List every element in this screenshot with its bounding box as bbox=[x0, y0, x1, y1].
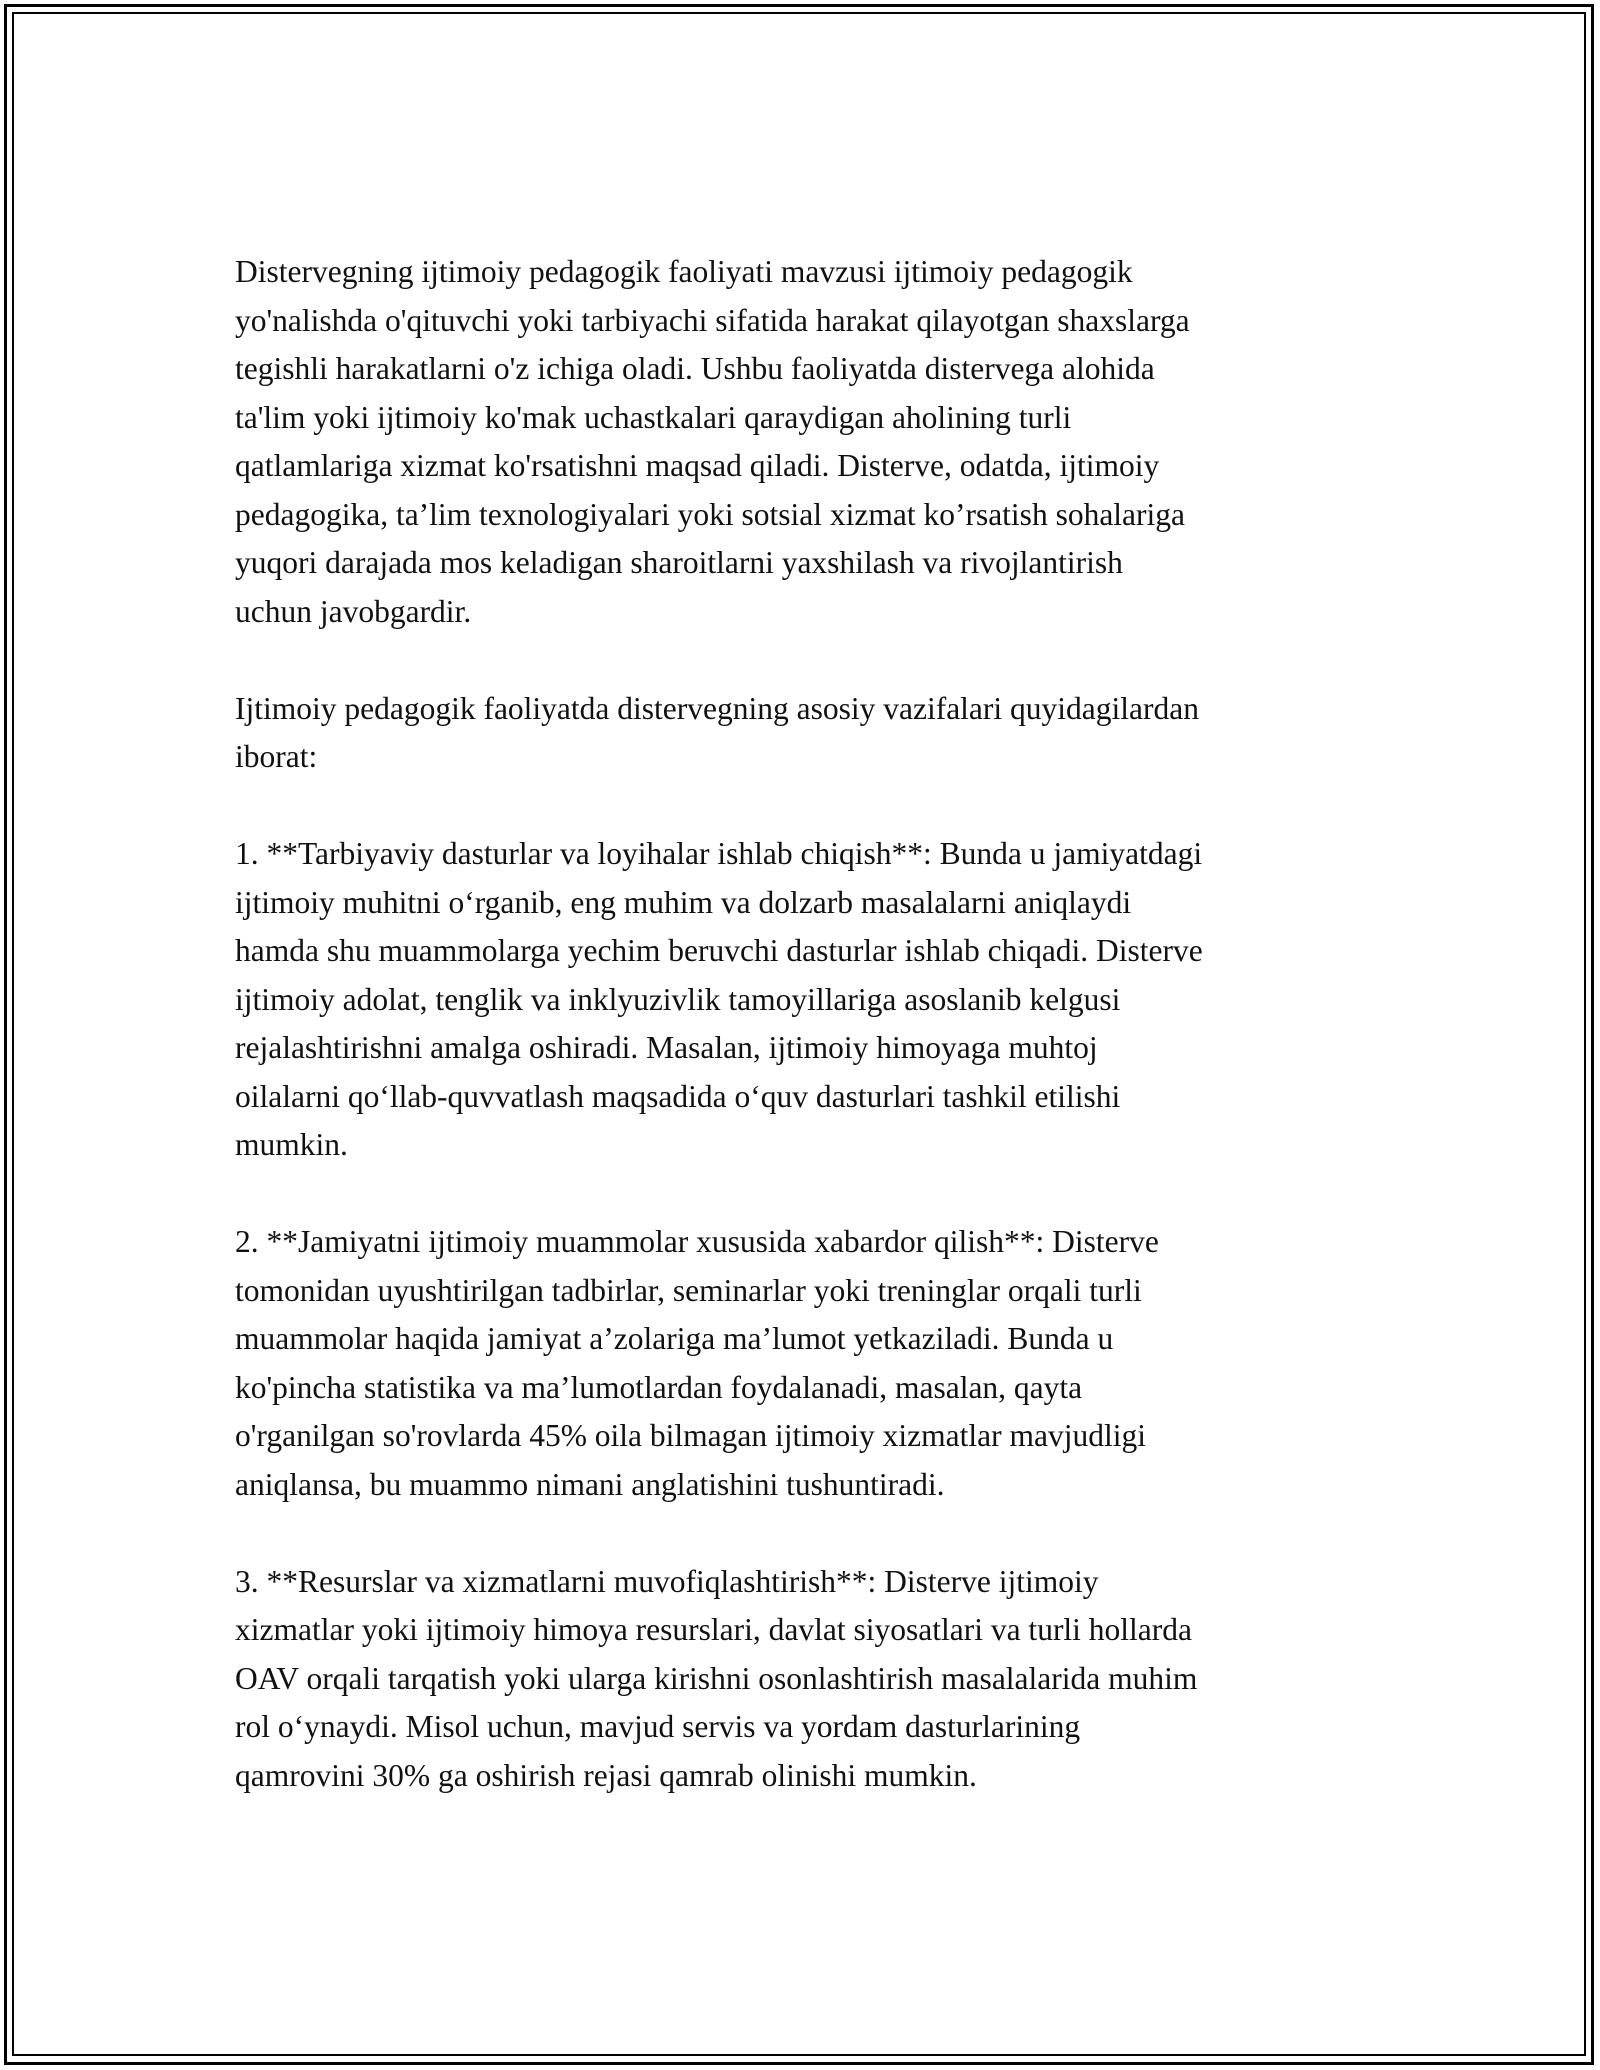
list-item-2: 2. **Jamiyatni ijtimoiy muammolar xususida xabardor qilish**: Disterve tomonidan uyushtirilgan tadbirlar, seminarlar yoki treninglar orqali turli muammolar haqida jamiyat a’zolariga ma’lumot yetkaziladi. Bunda u ko'pincha statistika va ma’lumotlardan foydalanadi, masalan, qayta o'rganilgan so'rovlarda 45% oila bilmagan ijtimoiy xizmatlar mavjudligi aniqlansa, bu muammo nimani anglatishini tushuntiradi. bbox=[235, 1224, 1159, 1502]
document-body bbox=[235, 248, 1380, 1849]
paragraph-intro: Distervegning ijtimoiy pedagogik faoliyati mavzusi ijtimoiy pedagogik yo'nalishda o'qituvchi yoki tarbiyachi sifatida harakat qilayotgan shaxslarga tegishli harakatlarni o'z ichiga oladi. Ushbu faoliyatda distervega alohida ta'lim yoki ijtimoiy ko'mak uchastkalari qaraydigan aholining turli qatlamlariga xizmat ko'rsatishni maqsad qiladi. Disterve, odatda, ijtimoiy pedagogika, ta’lim texnologiyalari yoki sotsial xizmat ko’rsatish sohalariga yuqori darajada mos keladigan sharoitlarni yaxshilash va rivojlantirish uchun javobgardir. bbox=[235, 254, 1190, 629]
list-item-1: 1. **Tarbiyaviy dasturlar va loyihalar ishlab chiqish**: Bunda u jamiyatdagi ijtimoiy muhitni o‘rganib, eng muhim va dolzarb masalalarni aniqlaydi hamda shu muammolarga yechim beruvchi dasturlar ishlab chiqadi. Disterve ijtimoiy adolat, tenglik va inklyuzivlik tamoyillariga asoslanib kelgusi rejalashtirishni amalga oshiradi. Masalan, ijtimoiy himoyaga muhtoj oilalarni qo‘llab-quvvatlash maqsadida o‘quv dasturlari tashkil etilishi mumkin. bbox=[235, 836, 1203, 1162]
paragraph-tasks-heading: Ijtimoiy pedagogik faoliyatda distervegning asosiy vazifalari quyidagilardan iborat: bbox=[235, 690, 1199, 774]
list-item-3: 3. **Resurslar va xizmatlarni muvofiqlashtirish**: Disterve ijtimoiy xizmatlar yoki ijtimoiy himoya resurslari, davlat siyosatlari va turli hollarda OAV orqali tarqatish yoki ularga kirishni osonlashtirish masalalarida muhim rol o‘ynaydi. Misol uchun, mavjud servis va yordam dasturlarining qamrovini 30% ga oshirish rejasi qamrab olinishi mumkin. bbox=[235, 1563, 1198, 1793]
